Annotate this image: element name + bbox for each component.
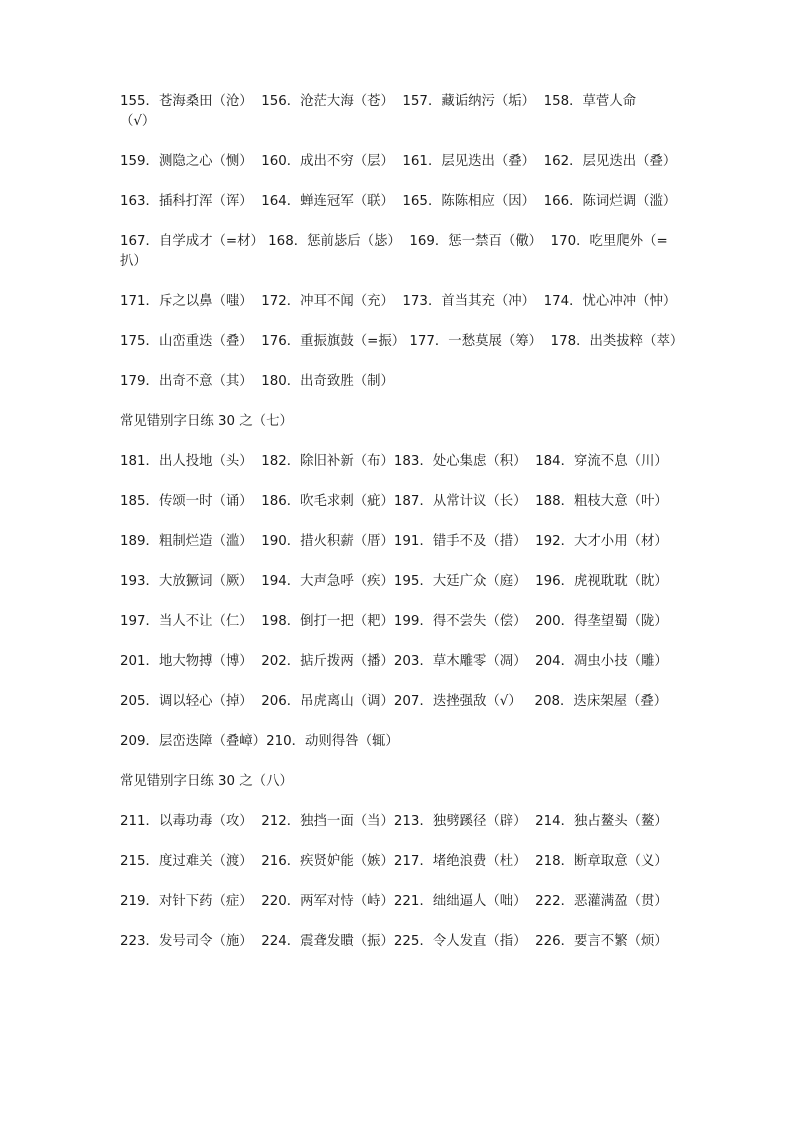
text-line: 扒） bbox=[120, 254, 147, 269]
section-heading: 常见错别字日练 30 之（八） bbox=[120, 774, 293, 789]
blank-line bbox=[120, 752, 710, 772]
blank-line bbox=[120, 792, 710, 812]
blank-line bbox=[120, 912, 710, 932]
text-line: 167．自学成才（=材） 168．惩前毖后（毖） 169．惩一禁百（儆） 170．吃里爬外（= bbox=[120, 234, 668, 249]
text-line: 201．地大物搏（博） 202．掂斤拨两（播）203．草木雕零（凋） 204．凋虫小技（雕） bbox=[120, 654, 668, 669]
blank-line bbox=[120, 712, 710, 732]
blank-line bbox=[120, 392, 710, 412]
blank-line bbox=[120, 472, 710, 492]
blank-line bbox=[120, 212, 710, 232]
blank-line bbox=[120, 672, 710, 692]
blank-line bbox=[120, 552, 710, 572]
blank-line bbox=[120, 832, 710, 852]
blank-line bbox=[120, 432, 710, 452]
text-line: 193．大放獗词（厥） 194．大声急呼（疾）195．大廷广众（庭） 196．虎视耽耽（眈） bbox=[120, 574, 668, 589]
blank-line bbox=[120, 132, 710, 152]
text-line: 181．出人投地（头） 182．除旧补新（布）183．处心集虑（积） 184．穿流不息（川） bbox=[120, 454, 668, 469]
text-line: 197．当人不让（仁） 198．倒打一把（耙）199．得不尝失（偿） 200．得垄望蜀（陇） bbox=[120, 614, 668, 629]
text-line: 219．对针下药（症） 220．两军对恃（峙）221．绌绌逼人（咄） 222．恶灌满盈（贯） bbox=[120, 894, 668, 909]
text-line: 185．传颂一时（诵） 186．吹毛求刺（疵）187．从常计议（长） 188．粗枝大意（叶） bbox=[120, 494, 668, 509]
blank-line bbox=[120, 592, 710, 612]
document-body bbox=[120, 92, 710, 952]
text-line: 223．发号司令（施） 224．震聋发瞶（振）225．令人发直（指） 226．要言不繁（烦） bbox=[120, 934, 668, 949]
blank-line bbox=[120, 352, 710, 372]
text-line: 171．斥之以鼻（嗤） 172．冲耳不闻（充） 173．首当其充（冲） 174．忧心冲冲（忡） bbox=[120, 294, 677, 309]
blank-line bbox=[120, 512, 710, 532]
text-line: 163．插科打浑（诨） 164．蝉连冠军（联） 165．陈陈相应（因） 166．陈词烂调（滥） bbox=[120, 194, 677, 209]
text-line: 215．度过难关（渡） 216．疾贤妒能（嫉）217．堵绝浪费（杜） 218．断章取意（义） bbox=[120, 854, 668, 869]
text-line: 155．苍海桑田（沧） 156．沧茫大海（苍） 157．藏诟纳污（垢） 158．草菅人命 bbox=[120, 94, 637, 109]
text-line: （√） bbox=[120, 114, 156, 129]
section-heading: 常见错别字日练 30 之（七） bbox=[120, 414, 293, 429]
text-line: 159．测隐之心（恻） 160．成出不穷（层） 161．层见迭出（叠） 162．层见迭出（叠） bbox=[120, 154, 677, 169]
blank-line bbox=[120, 312, 710, 332]
text-line: 179．出奇不意（其） 180．出奇致胜（制） bbox=[120, 374, 394, 389]
blank-line bbox=[120, 272, 710, 292]
text-line: 175．山峦重迭（叠） 176．重振旗鼓（=振） 177．一愁莫展（筹） 178．出类拔粹（萃） bbox=[120, 334, 684, 349]
text-line: 209．层峦迭障（叠嶂）210．动则得咎（辄） bbox=[120, 734, 399, 749]
blank-line bbox=[120, 172, 710, 192]
text-line: 189．粗制烂造（滥） 190．措火积薪（厝）191．错手不及（措） 192．大才小用（材） bbox=[120, 534, 668, 549]
text-line: 205．调以轻心（掉） 206．吊虎离山（调）207．迭挫强敌（√） 208．迭床架屋（叠） bbox=[120, 694, 668, 709]
blank-line bbox=[120, 632, 710, 652]
text-line: 211．以毒功毒（攻） 212．独挡一面（当）213．独劈蹊径（辟） 214．独占鳌头（鳌） bbox=[120, 814, 668, 829]
blank-line bbox=[120, 872, 710, 892]
